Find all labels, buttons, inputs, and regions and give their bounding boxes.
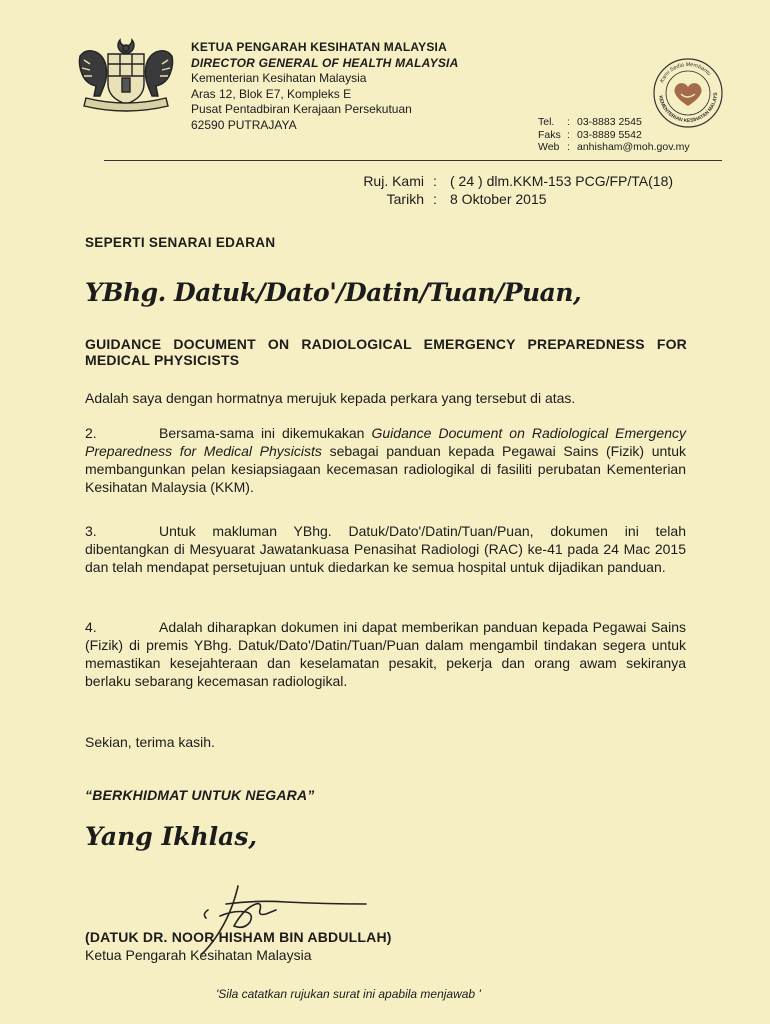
signer-title: Ketua Pengarah Kesihatan Malaysia bbox=[85, 947, 312, 963]
paragraph-2-lead: Bersama-sama ini dikemukakan bbox=[159, 425, 372, 441]
reference-row bbox=[350, 172, 673, 190]
closing-line: Sekian, terima kasih. bbox=[85, 734, 215, 750]
footer-note: 'Sila catatkan rujukan surat ini apabila menjawab ' bbox=[216, 987, 481, 1001]
paragraph-2-rest: sebagai panduan kepada Pegawai Sains (Fizik) untuk membangunkan pelan kesiapsiagaan kecemasan radiologikal di fasiliti perubatan Kementerian Kesihatan Malaysia (KKM). bbox=[85, 443, 686, 495]
fax-label: Faks bbox=[538, 128, 561, 141]
addressee: SEPERTI SENARAI EDARAN bbox=[85, 235, 276, 250]
ministry-name: Kementerian Kesihatan Malaysia bbox=[191, 71, 367, 85]
valediction: Yang Ikhlas, bbox=[85, 822, 258, 851]
intro-paragraph: Adalah saya dengan hormatnya merujuk kepada perkara yang tersebut di atas. bbox=[85, 390, 576, 406]
date-label: Tarikh bbox=[386, 191, 424, 207]
reference-label: Ruj. Kami bbox=[363, 173, 424, 189]
seal-text-bottom: KEMENTERIAN KESIHATAN MALAYS bbox=[657, 92, 720, 125]
org-name-english: DIRECTOR GENERAL OF HEALTH MALAYSIA bbox=[191, 55, 459, 70]
paragraph-2: 2. Bersama-sama ini dikemukakan Guidance Document on Radiological Emergency Preparedness for Medical Physicists sebagai panduan kepada Pegawai Sains (Fizik) untuk membangunkan pelan kesiapsiagaan kecemasan radiologikal di fasiliti perubatan Kementerian Kesihatan Malaysia (KKM). bbox=[85, 425, 686, 495]
org-name-malay: KETUA PENGARAH KESIHATAN MALAYSIA bbox=[191, 40, 447, 54]
letterhead-divider bbox=[104, 160, 722, 161]
address-line-2: Pusat Pentadbiran Kerajaan Persekutuan bbox=[191, 102, 412, 116]
date-row bbox=[350, 190, 673, 208]
letterhead-org-block bbox=[191, 40, 458, 133]
paragraph-3-text: Untuk makluman YBhg. Datuk/Dato'/Datin/Tuan/Puan, dokumen ini telah dibentangkan di Mesyuarat Jawatankuasa Penasihat Radiologi (RAC) ke-41 pada 24 Mac 2015 dan telah mendapat persetujuan untuk diedarkan ke semua hospital untuk dijadikan panduan. bbox=[85, 523, 686, 575]
paragraph-2-document-title: Guidance Document on Radiological Emergency Preparedness for Medical Physicists bbox=[85, 425, 686, 459]
reference-value: ( 24 ) dlm.KKM-153 PCG/FP/TA(18) bbox=[450, 173, 674, 189]
paragraph-4-text: Adalah diharapkan dokumen ini dapat memberikan panduan kepada Pegawai Sains (Fizik) di premis YBhg. Datuk/Dato'/Datin/Tuan/Puan dalam mengambil tindakan segera untuk memastikan kesejahteraan dan keselamatan pesakit, pekerja dan orang awam sekiranya berlaku sebarang kecemasan radiologikal. bbox=[85, 619, 686, 689]
contact-tel-row bbox=[538, 116, 690, 129]
date-value: 8 Oktober 2015 bbox=[450, 191, 547, 207]
contact-fax-row bbox=[538, 129, 690, 142]
date-separator: : bbox=[433, 191, 437, 207]
address-line-3: 62590 PUTRAJAYA bbox=[191, 117, 297, 132]
subject-heading: GUIDANCE DOCUMENT ON RADIOLOGICAL EMERGENCY PREPAREDNESS FOR MEDICAL PHYSICISTS bbox=[85, 336, 687, 368]
contact-web-row bbox=[538, 141, 690, 154]
svg-text:Kami Sedia Membantu bbox=[659, 62, 712, 84]
reference-block bbox=[350, 172, 673, 208]
tel-label: Tel. bbox=[538, 116, 555, 128]
reference-separator: : bbox=[433, 173, 437, 189]
signer-name: (DATUK DR. NOOR HISHAM BIN ABDULLAH) bbox=[85, 929, 392, 945]
tel-value: 03-8883 2545 bbox=[577, 116, 642, 128]
email-value: anhisham@moh.gov.my bbox=[577, 141, 690, 153]
seal-text-top: Kami Sedia Membantu bbox=[659, 61, 712, 84]
tel-separator: : bbox=[567, 116, 570, 128]
fax-separator: : bbox=[567, 128, 570, 141]
contact-block bbox=[538, 116, 690, 154]
fax-value: 03-8889 5542 bbox=[577, 128, 642, 141]
paragraph-4: 4. Adalah diharapkan dokumen ini dapat memberikan panduan kepada Pegawai Sains (Fizik) di premis YBhg. Datuk/Dato'/Datin/Tuan/Puan dalam mengambil tindakan segera untuk memastikan kesejahteraan dan keselamatan pesakit, pekerja dan orang awam sekiranya berlaku sebarang kecemasan radiologikal. bbox=[85, 619, 686, 689]
coat-of-arms-icon bbox=[72, 36, 180, 112]
motto: “BERKHIDMAT UNTUK NEGARA” bbox=[85, 787, 315, 803]
web-separator: : bbox=[567, 141, 570, 153]
web-label: Web bbox=[538, 141, 560, 153]
address-line-1: Aras 12, Blok E7, Kompleks E bbox=[191, 86, 352, 101]
paragraph-3: 3. Untuk makluman YBhg. Datuk/Dato'/Datin/Tuan/Puan, dokumen ini telah dibentangkan di Mesyuarat Jawatankuasa Penasihat Radiologi (RAC) ke-41 pada 24 Mac 2015 dan telah mendapat persetujuan untuk diedarkan ke semua hospital untuk dijadikan panduan. bbox=[85, 523, 686, 575]
salutation: YBhg. Datuk/Dato'/Datin/Tuan/Puan, bbox=[85, 278, 582, 307]
